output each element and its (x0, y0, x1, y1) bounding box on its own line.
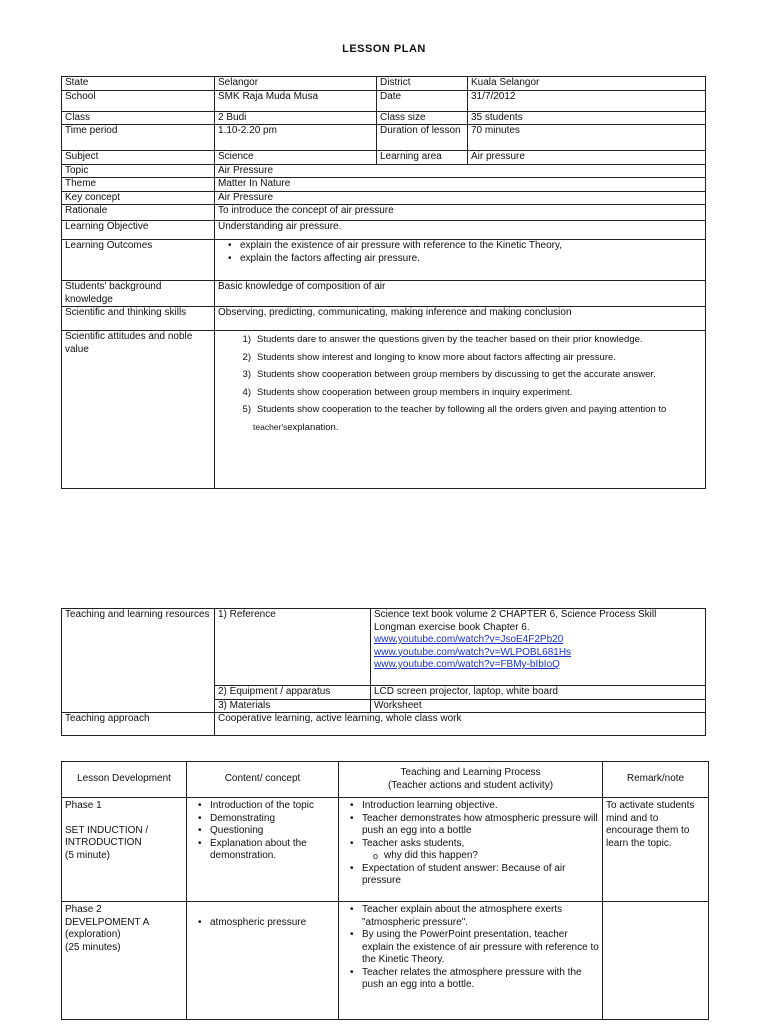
state-label: State (62, 77, 215, 91)
materials-label: 3) Materials (215, 699, 371, 713)
attitudes-label: Scientific attitudes and noble value (62, 331, 215, 489)
reference-label: 1) Reference (215, 609, 371, 686)
resources-label: Teaching and learning resources (62, 609, 215, 713)
phase1-remark: To activate students mind and to encourage them to learn the topic. (603, 798, 709, 902)
header-teaching-process: Teaching and Learning Process (Teacher actions and student activity) (339, 762, 603, 798)
topic-label: Topic (62, 164, 215, 178)
duration-value: 70 minutes (468, 125, 706, 151)
class-label: Class (62, 111, 215, 125)
content-item: • Demonstrating (210, 813, 335, 826)
rationale-label: Rationale (62, 205, 215, 221)
reference-link[interactable]: www.youtube.com/watch?v=FBMy-bIbIoQ (374, 659, 560, 670)
phase2-content (187, 902, 339, 1020)
learning-area-value: Air pressure (468, 151, 706, 165)
header-lesson-development: Lesson Development (62, 762, 187, 798)
phase-name: Phase 1 (65, 800, 102, 811)
school-label: School (62, 90, 215, 111)
time-value: 1.10-2.20 pm (215, 125, 377, 151)
learning-outcome-item: • explain the factors affecting air pressure. (240, 253, 702, 266)
phase-duration: (25 minutes) (65, 941, 121, 953)
subject-value: Science (215, 151, 377, 165)
background-label: Students' background knowledge (62, 281, 215, 307)
learning-objective-label: Learning Objective (62, 221, 215, 240)
reference-link[interactable]: www.youtube.com/watch?v=JsoE4F2Pb20 (374, 634, 564, 645)
activity-item: • Teacher explain about the atmosphere exerts "atmospheric pressure". (362, 904, 599, 929)
equipment-value: LCD screen projector, laptop, white board (371, 686, 706, 700)
approach-value: Cooperative learning, active learning, whole class work (215, 713, 706, 736)
phase-name: Phase 2 (65, 904, 102, 915)
attitude-item: 1) Students dare to answer the questions given by the teacher based on their prior knowledge. (242, 334, 643, 345)
theme-label: Theme (62, 178, 215, 192)
resources-table (61, 608, 706, 736)
materials-value: Worksheet (371, 699, 706, 713)
content-item: • Introduction of the topic (210, 800, 335, 813)
key-concept-value: Air Pressure (215, 191, 706, 205)
lesson-info-table (61, 76, 706, 489)
attitude-item: 2) Students show interest and longing to know more about factors affecting air pressure. (242, 351, 616, 363)
process-table (61, 761, 709, 1020)
activity-item: • Teacher relates the atmosphere pressure with the push an egg into a bottle. (362, 967, 599, 992)
district-label: District (377, 77, 468, 91)
class-value: 2 Budi (215, 111, 377, 125)
rationale-value: To introduce the concept of air pressure (215, 205, 706, 221)
class-size-value: 35 students (468, 111, 706, 125)
phase-mode: (exploration) (65, 929, 121, 940)
date-label: Date (377, 90, 468, 111)
activity-item: • Introduction learning objective. (362, 800, 599, 813)
sub-question: o why did this happen? (384, 850, 599, 863)
learning-objective-value: Understanding air pressure. (215, 221, 706, 240)
learning-area-label: Learning area (377, 151, 468, 165)
attitude-continuation: teacher's explanation. (253, 421, 339, 433)
equipment-label: 2) Equipment / apparatus (215, 686, 371, 700)
learning-outcomes-cell (215, 240, 706, 281)
content-item: • Questioning (210, 825, 335, 838)
attitudes-cell (215, 331, 706, 489)
theme-value: Matter In Nature (215, 178, 706, 192)
skills-value: Observing, predicting, communicating, making inference and making conclusion (215, 307, 706, 331)
activity-item: • Teacher demonstrates how atmospheric pressure will push an egg into a bottle (362, 813, 599, 838)
phase1-content (187, 798, 339, 902)
district-value: Kuala Selangor (468, 77, 706, 91)
phase2-remark (603, 902, 709, 1020)
key-concept-label: Key concept (62, 191, 215, 205)
learning-outcome-item: • explain the existence of air pressure with reference to the Kinetic Theory, (240, 240, 702, 253)
phase-stage: DEVELPOMENT A (65, 916, 150, 928)
header-remark: Remark/note (603, 762, 709, 798)
phase-stage: SET INDUCTION / INTRODUCTION (65, 824, 149, 848)
attitude-item: 4) Students show cooperation between group members in inquiry experiment. (242, 386, 573, 398)
phase1-cell (62, 798, 187, 902)
reference-link[interactable]: www.youtube.com/watch?v=WLPOBL681Hs (374, 646, 572, 658)
state-value: Selangor (215, 77, 377, 91)
reference-cell (371, 609, 706, 686)
activity-item: • Expectation of student answer: Because of air pressure (362, 863, 599, 888)
content-item: • Explanation about the demonstration. (210, 838, 335, 863)
phase1-activities (339, 798, 603, 902)
school-value: SMK Raja Muda Musa (215, 90, 377, 111)
phase2-activities (339, 902, 603, 1020)
phase2-cell (62, 902, 187, 1020)
skills-label: Scientific and thinking skills (62, 307, 215, 331)
date-value: 31/7/2012 (468, 90, 706, 111)
activity-item: • Teacher asks students, o why did this happen? (362, 838, 599, 863)
reference-line: Science text book volume 2 CHAPTER 6, Science Process Skill (374, 609, 657, 620)
class-size-label: Class size (377, 111, 468, 125)
approach-label: Teaching approach (62, 713, 215, 736)
phase-duration: (5 minute) (65, 849, 111, 861)
activity-item: • By using the PowerPoint presentation, teacher explain the existence of air pressure with reference to the Kinetic Theory. (362, 929, 599, 967)
header-content: Content/ concept (187, 762, 339, 798)
page-title: LESSON PLAN (342, 43, 426, 55)
attitude-item: 5) Students show cooperation to the teacher by following all the orders given and paying attention to (242, 404, 667, 415)
duration-label: Duration of lesson (377, 125, 468, 151)
reference-line: Longman exercise book Chapter 6. (374, 621, 530, 633)
background-value: Basic knowledge of composition of air (215, 281, 706, 307)
learning-outcomes-label: Learning Outcomes (62, 240, 215, 281)
content-item: • atmospheric pressure (210, 917, 335, 930)
attitude-item: 3) Students show cooperation between group members by discussing to get the accurate answer. (242, 369, 656, 380)
subject-label: Subject (62, 151, 215, 165)
time-label: Time period (62, 125, 215, 151)
topic-value: Air Pressure (215, 164, 706, 178)
